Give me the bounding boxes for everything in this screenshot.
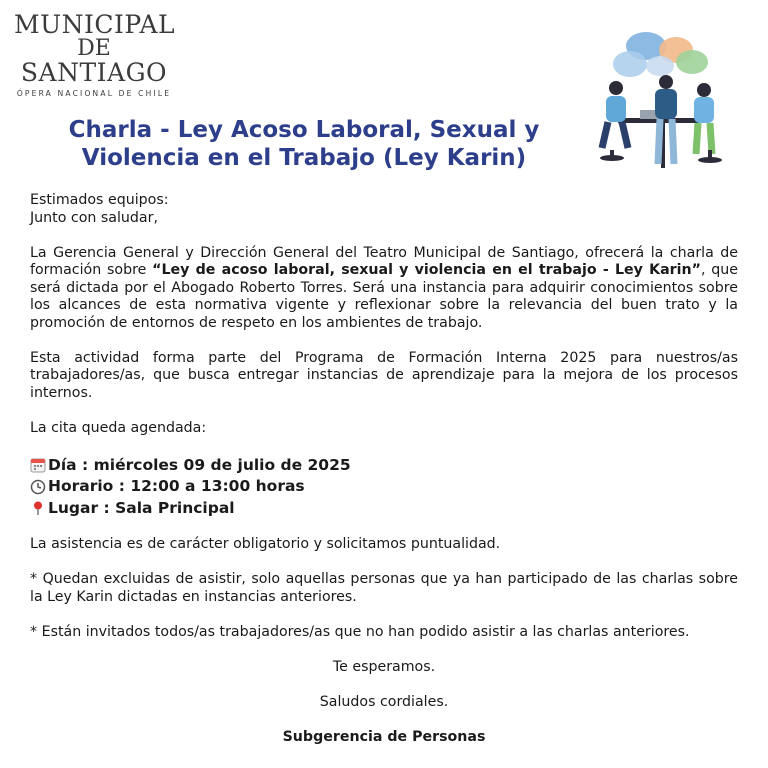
signature: [30, 729, 738, 747]
logo-line-2: DE: [77, 36, 111, 61]
paragraph1-pre: La Gerencia General y Dirección General del Teatro Municipal de Santiago, ofrecerá la charla de formación sobre: [30, 244, 738, 278]
talk-name: “Ley de acoso laboral, sexual y violencia en el trabajo - Ley Karin”: [152, 262, 701, 278]
attendance-note: La asistencia es de carácter obligatorio y solicitamos puntualidad.: [30, 536, 501, 552]
detail-time: [30, 476, 738, 498]
page-title: [44, 116, 564, 172]
agenda-intro: La cita queda agendada:: [30, 419, 207, 436]
invitation-note: * Están invitados todos/as trabajadores/as que no han podido asistir a las charlas anteriores.: [30, 623, 690, 640]
greeting-line-2: Junto con saludar,: [30, 209, 158, 226]
calendar-icon: [30, 457, 46, 473]
exclusion-note: * Quedan excluidas de asistir, solo aquellas personas que ya han participado de las charlas sobre la Ley Karin dictadas en instancias anteriores.: [30, 571, 738, 605]
paragraph-program: Esta actividad forma parte del Programa de Formación Interna 2025 para nuestros/as trabajadores/as, que busca entregar instancias de aprendizaje para la mejora de los procesos internos.: [30, 349, 738, 401]
event-details: [30, 455, 738, 520]
clock-icon: [30, 479, 46, 495]
logo: [14, 12, 174, 98]
title-line-2: Violencia en el Trabajo (Ley Karin): [81, 145, 527, 171]
paragraph-announcement: [30, 245, 738, 333]
logo-line-4: ÓPERA NACIONAL DE CHILE: [16, 89, 172, 98]
greeting: [30, 192, 738, 227]
detail-day-text: Día : miércoles 09 de julio de 2025: [48, 455, 351, 474]
logo-line-1: MUNICIPAL: [14, 10, 176, 39]
closing-2: Saludos cordiales.: [319, 693, 449, 710]
pin-icon: [30, 500, 46, 516]
detail-time-text: Horario : 12:00 a 13:00 horas: [48, 477, 305, 495]
meeting-illustration: [578, 26, 738, 176]
closing-1: Te esperamos.: [332, 658, 436, 675]
logo-line-3: SANTIAGO: [20, 58, 168, 87]
paragraph1-post: , que será dictada por el Abogado Roberto Torres. Será una instancia para adquirir conocimientos sobre los alcances de esta normativa vigente y reflexionar sobre la relevancia del buen trato y la promoción de entornos de respeto en los ambientes de trabajo.: [30, 262, 738, 331]
detail-day: [30, 455, 738, 477]
detail-place: [30, 498, 738, 520]
greeting-line-1: Estimados equipos:: [30, 192, 169, 208]
signature-text: Subgerencia de Personas: [282, 728, 486, 745]
title-line-1: Charla - Ley Acoso Laboral, Sexual y: [68, 117, 540, 143]
letter-body: [30, 192, 738, 764]
detail-place-text: Lugar : Sala Principal: [48, 498, 235, 517]
